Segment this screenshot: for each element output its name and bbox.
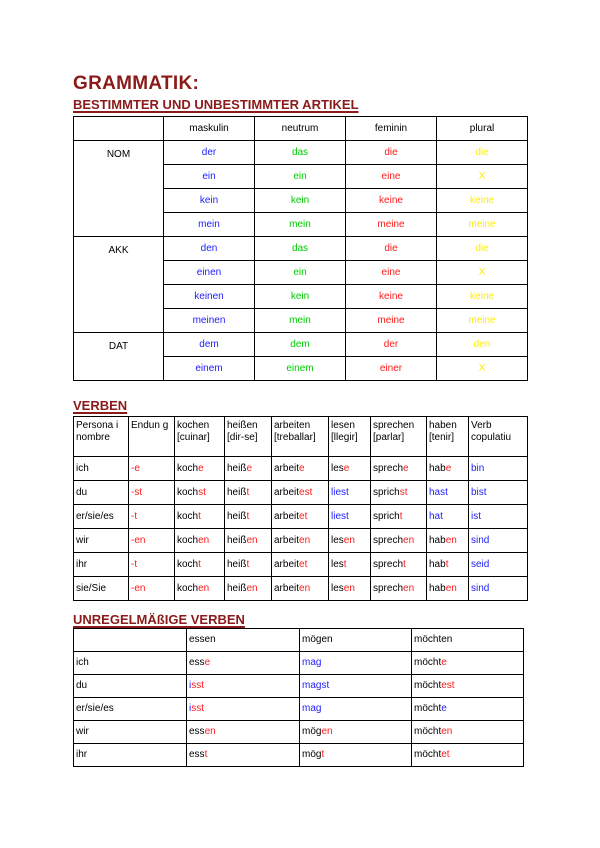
ending: est [441,680,455,691]
article-cell: keinen [164,285,255,309]
conjugation-cell [175,577,225,601]
stem: arbeit [274,510,300,522]
conjugation-cell [187,698,300,721]
ending: t [198,510,201,522]
stem: sprich [373,510,400,522]
stem: hab [429,582,446,594]
stem: mög [302,726,322,737]
ending: sind [471,534,490,546]
article-cell: kein [255,285,346,309]
ending: t [445,558,449,570]
conjugation-cell [74,744,187,767]
conjugation-cell [412,675,524,698]
article-cell: meine [346,213,437,237]
conjugation-cell [187,652,300,675]
conjugation-cell [175,481,225,505]
ending: st [399,486,408,498]
article-cell: meine [346,309,437,333]
article-cell: den [164,237,255,261]
conjugation-cell [74,505,129,529]
ending: t [343,558,347,570]
stem: heiß [227,534,247,546]
stem: koch [177,534,199,546]
stem: koch [177,582,199,594]
conjugation-cell [469,553,528,577]
article-cell: die [437,237,528,261]
ending: ist [471,510,481,522]
stem: les [331,582,344,594]
stem: möcht [414,703,442,714]
conjugation-cell [371,577,427,601]
verbs-header-cell: heißen [dir-se] [225,417,272,457]
conjugation-cell [329,529,371,553]
cell-text: ich [76,657,89,668]
conjugation-cell [74,481,129,505]
stem: mög [302,749,322,760]
irregular-header-cell [74,629,187,652]
article-cell: mein [164,213,255,237]
ending: e [343,462,350,474]
conjugation-cell [412,744,524,767]
ending: -en [131,534,146,546]
conjugation-cell [427,505,469,529]
stem: ess [189,726,205,737]
conjugation-cell [300,744,412,767]
conjugation-cell [427,529,469,553]
conjugation-cell [469,457,528,481]
articles-header-cell: feminin [346,117,437,141]
conjugation-cell [225,529,272,553]
conjugation-cell [129,457,175,481]
conjugation-cell [225,505,272,529]
page-title: GRAMMATIK: [73,73,200,94]
conjugation-cell [272,505,329,529]
cell-text: du [76,486,88,498]
ending: t [403,558,406,570]
ending: -t [131,510,138,522]
ending: e [441,657,447,668]
conjugation-cell [272,457,329,481]
irregular-row [74,744,524,767]
verbs-header-cell: Persona i nombre [74,417,129,457]
verbs-header-cell: arbeiten [treballar] [272,417,329,457]
article-cell: die [437,141,528,165]
conjugation-cell [329,577,371,601]
conjugation-cell [300,652,412,675]
ending: e [198,462,204,474]
article-cell: die [346,237,437,261]
article-cell: X [437,261,528,285]
irregular-row [74,698,524,721]
ending: hast [429,486,448,498]
article-cell: dem [255,333,346,357]
article-cell: einem [255,357,346,381]
stem: sprech [373,462,404,474]
stem: arbeit [274,582,300,594]
irregular-row [74,721,524,744]
conjugation-cell [300,675,412,698]
verbs-header-cell: Endun g [129,417,175,457]
conjugation-cell [371,505,427,529]
conjugation-cell [329,457,371,481]
article-cell: einer [346,357,437,381]
stem: heiß [227,510,247,522]
conjugation-cell [225,553,272,577]
ending: liest [331,486,349,498]
case-label: AKK [74,237,164,333]
conjugation-cell [272,553,329,577]
conjugation-cell [329,505,371,529]
irregular-row [74,652,524,675]
conjugation-cell [74,457,129,481]
articles-row [74,333,528,357]
ending: bin [471,462,485,474]
conjugation-cell [74,652,187,675]
articles-heading: BESTIMMTER UND UNBESTIMMTER ARTIKEL [73,97,359,112]
article-cell: eine [346,261,437,285]
conjugation-cell [187,721,300,744]
ending: est [299,486,313,498]
ending: e [246,462,253,474]
article-cell: eine [346,165,437,189]
article-cell: der [346,333,437,357]
stem: heiß [227,558,247,570]
article-cell: kein [255,189,346,213]
ending: en [343,534,355,546]
conjugation-cell [175,457,225,481]
article-cell: keine [437,285,528,309]
article-cell: einen [164,261,255,285]
cell-text: ich [76,462,89,474]
article-cell: X [437,357,528,381]
ending: liest [331,510,349,522]
stem: ess [189,657,205,668]
conjugation-cell [300,721,412,744]
cell-text: wir [76,534,89,546]
conjugation-cell [371,457,427,481]
ending: en [343,582,355,594]
conjugation-cell [412,721,524,744]
conjugation-cell [300,698,412,721]
verb-row [74,577,528,601]
conjugation-cell [427,553,469,577]
stem: sprech [373,558,404,570]
articles-row [74,141,528,165]
irregular-table [73,628,524,767]
stem: ess [189,749,205,760]
ending: en [403,582,415,594]
stem: sprech [373,534,404,546]
stem: heiß [227,582,247,594]
stem: sprech [373,582,404,594]
conjugation-cell [74,721,187,744]
conjugation-cell [129,577,175,601]
ending: en [403,534,415,546]
conjugation-cell [74,553,129,577]
ending: t [246,510,250,522]
ending: en [204,726,216,737]
cell-text: wir [76,726,89,737]
ending: en [198,582,210,594]
ending: t [204,749,208,760]
verbs-header-cell: haben [tenir] [427,417,469,457]
conjugation-cell [469,529,528,553]
conjugation-cell [225,577,272,601]
conjugation-cell [272,481,329,505]
ending: -en [131,582,146,594]
ending: e [204,657,211,668]
irregular-header-cell: essen [187,629,300,652]
ending: t [321,749,325,760]
stem: arbeit [274,462,300,474]
irregular-heading: UNREGELMÄßIGE VERBEN [73,612,245,627]
case-label: NOM [74,141,164,237]
irregular-header-row [74,629,524,652]
cell-text: du [76,680,88,691]
conjugation-cell [74,675,187,698]
irregular-header-cell: möchten [412,629,524,652]
conjugation-cell [412,652,524,675]
article-cell: meine [437,309,528,333]
stem: möcht [414,657,442,668]
conjugation-cell [129,481,175,505]
conjugation-cell [175,553,225,577]
verbs-header-cell: kochen [cuinar] [175,417,225,457]
cell-text: sie/Sie [76,582,107,594]
ending: et [299,558,308,570]
ending: e [299,462,305,474]
article-cell: dem [164,333,255,357]
stem: les [331,534,344,546]
ending: t [399,510,403,522]
conjugation-cell [129,505,175,529]
article-cell: meine [437,213,528,237]
conjugation-cell [427,457,469,481]
verb-row [74,505,528,529]
stem: i [189,680,192,691]
conjugation-cell [74,698,187,721]
conjugation-cell [74,529,129,553]
ending: mag [302,703,322,714]
conjugation-cell [187,675,300,698]
stem: möcht [414,726,442,737]
verbs-header-cell: Verb copulatiu [469,417,528,457]
cell-text: ihr [76,749,88,760]
ending: e [445,462,452,474]
ending: -st [131,486,143,498]
conjugation-cell [469,505,528,529]
cell-text: er/sie/es [76,703,114,714]
verb-row [74,457,528,481]
article-cell: ein [164,165,255,189]
ending: hat [429,510,443,522]
article-cell: X [437,165,528,189]
cell-text: ihr [76,558,88,570]
article-cell: keine [437,189,528,213]
stem: les [331,558,344,570]
stem: i [189,703,192,714]
conjugation-cell [427,577,469,601]
stem: hab [429,534,446,546]
verbs-header-cell: sprechen [parlar] [371,417,427,457]
conjugation-cell [175,529,225,553]
article-cell: den [437,333,528,357]
articles-header-cell: plural [437,117,528,141]
articles-header-cell: maskulin [164,117,255,141]
stem: koch [177,558,199,570]
ending: t [246,486,250,498]
stem: koch [177,510,199,522]
conjugation-cell [129,529,175,553]
conjugation-cell [129,553,175,577]
article-cell: ein [255,165,346,189]
conjugation-cell [272,529,329,553]
stem: heiß [227,486,247,498]
ending: en [299,534,311,546]
ending: seid [471,558,490,570]
article-cell: keine [346,189,437,213]
ending: et [299,510,308,522]
articles-header-row [74,117,528,141]
ending: sind [471,582,490,594]
stem: arbeit [274,534,300,546]
conjugation-cell [371,529,427,553]
conjugation-cell [371,553,427,577]
article-cell: mein [255,309,346,333]
conjugation-cell [175,505,225,529]
conjugation-cell [469,481,528,505]
ending: magst [302,680,330,691]
conjugation-cell [469,577,528,601]
article-cell: meinen [164,309,255,333]
stem: sprich [373,486,400,498]
irregular-row [74,675,524,698]
ending: sst [191,703,205,714]
conjugation-cell [329,553,371,577]
articles-row [74,237,528,261]
verb-row [74,529,528,553]
ending: en [198,534,210,546]
irregular-header-cell: mögen [300,629,412,652]
ending: t [198,558,201,570]
ending: bist [471,486,487,498]
stem: möcht [414,749,442,760]
article-cell: der [164,141,255,165]
ending: en [299,582,311,594]
ending: en [445,582,457,594]
ending: en [445,534,457,546]
ending: e [441,703,447,714]
article-cell: keine [346,285,437,309]
conjugation-cell [412,698,524,721]
article-cell: ein [255,261,346,285]
stem: hab [429,462,446,474]
verbs-header-cell: lesen [llegir] [329,417,371,457]
article-cell: einem [164,357,255,381]
conjugation-cell [225,457,272,481]
article-cell: die [346,141,437,165]
stem: koch [177,486,199,498]
ending: sst [191,680,205,691]
stem: les [331,462,344,474]
articles-header-cell: neutrum [255,117,346,141]
verb-row [74,481,528,505]
conjugation-cell [74,577,129,601]
article-cell: das [255,237,346,261]
ending: -e [131,462,140,474]
ending: mag [302,657,322,668]
ending: st [198,486,206,498]
stem: möcht [414,680,442,691]
stem: arbeit [274,486,300,498]
conjugation-cell [272,577,329,601]
verb-row [74,553,528,577]
conjugation-cell [225,481,272,505]
verbs-heading: VERBEN [73,398,128,413]
stem: hab [429,558,446,570]
stem: koch [177,462,199,474]
ending: t [246,558,250,570]
cell-text: er/sie/es [76,510,114,522]
ending: e [403,462,409,474]
ending: et [441,749,450,760]
stem: heiß [227,462,247,474]
case-label: DAT [74,333,164,381]
ending: en [321,726,333,737]
conjugation-cell [187,744,300,767]
article-cell: mein [255,213,346,237]
ending: en [246,534,258,546]
article-cell: das [255,141,346,165]
stem: arbeit [274,558,300,570]
verbs-header-row [74,417,528,457]
conjugation-cell [427,481,469,505]
articles-header-cell [74,117,164,141]
conjugation-cell [371,481,427,505]
ending: en [441,726,453,737]
conjugation-cell [329,481,371,505]
ending: -t [131,558,138,570]
verbs-table [73,416,528,601]
article-cell: kein [164,189,255,213]
ending: en [246,582,258,594]
articles-table [73,116,528,381]
